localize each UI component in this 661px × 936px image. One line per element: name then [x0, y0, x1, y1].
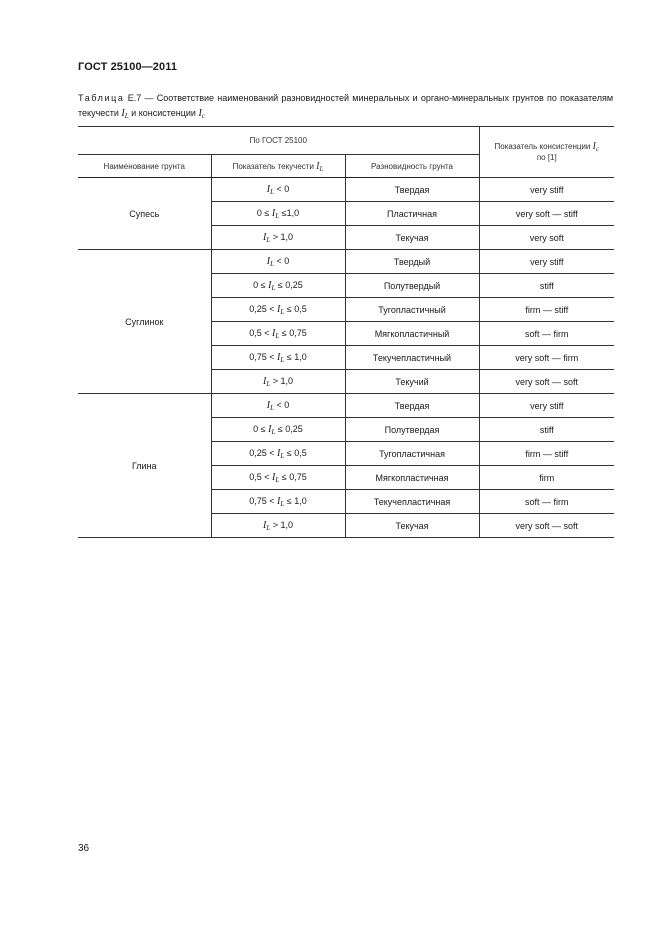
table-caption — [78, 91, 613, 121]
caption-text-1: Соответствие наименований разновидностей минеральных и органо-минеральных грунтов по показателям текучести — [78, 93, 614, 118]
liquidity-index-cell: $0 \le I_L \le 0,25$ — [211, 418, 345, 442]
soil-variety-cell: Тугопластичный — [345, 298, 479, 322]
soil-variety-cell: Твердая — [345, 178, 479, 202]
soil-consistency-table — [78, 126, 614, 538]
liquidity-index-cell: $0,75 < I_L \le 1,0$ — [211, 490, 345, 514]
header-liquidity-index: Показатель текучести $I_L$ — [211, 155, 345, 178]
soil-variety-cell: Текучепластичный — [345, 346, 479, 370]
consistency-cell: very soft — stiff — [479, 202, 614, 226]
liquidity-index-cell: $0,5 < I_L \le 0,75$ — [211, 322, 345, 346]
soil-variety-cell: Текучая — [345, 226, 479, 250]
liquidity-index-cell: $0 \le I_L \le 1,0$ — [211, 202, 345, 226]
soil-variety-cell: Мягкопластичный — [345, 322, 479, 346]
liquidity-index-cell: $I_L > 1,0$ — [211, 226, 345, 250]
soil-name-cell: Суглинок — [78, 250, 211, 394]
soil-variety-cell: Тугопластичная — [345, 442, 479, 466]
table-row — [78, 178, 614, 202]
soil-name-cell: Супесь — [78, 178, 211, 250]
liquidity-index-cell: $0,25 < I_L \le 0,5$ — [211, 298, 345, 322]
liquidity-index-cell: $I_L < 0$ — [211, 394, 345, 418]
liquidity-index-cell: $I_L > 1,0$ — [211, 370, 345, 394]
consistency-cell: very soft — firm — [479, 346, 614, 370]
consistency-cell: very stiff — [479, 250, 614, 274]
liquidity-index-cell: $0 \le I_L \le 0,25$ — [211, 274, 345, 298]
header-soil-name: Наименование грунта — [78, 155, 211, 178]
consistency-cell: very stiff — [479, 394, 614, 418]
caption-symbol-il: $I_L$ — [121, 108, 129, 120]
liquidity-index-cell: $I_L > 1,0$ — [211, 514, 345, 538]
soil-variety-cell: Текучая — [345, 514, 479, 538]
document-header: ГОСТ 25100—2011 — [78, 61, 178, 73]
consistency-cell: very soft — soft — [479, 370, 614, 394]
soil-variety-cell: Текучепластичная — [345, 490, 479, 514]
consistency-cell: firm — stiff — [479, 442, 614, 466]
soil-variety-cell: Полутвердый — [345, 274, 479, 298]
liquidity-index-cell: $I_L < 0$ — [211, 250, 345, 274]
soil-variety-cell: Твердая — [345, 394, 479, 418]
soil-name-cell: Глина — [78, 394, 211, 538]
soil-variety-cell: Текучий — [345, 370, 479, 394]
consistency-cell: soft — firm — [479, 490, 614, 514]
liquidity-index-cell: $0,25 < I_L \le 0,5$ — [211, 442, 345, 466]
header-soil-variety: Разновидность грунта — [345, 155, 479, 178]
consistency-cell: stiff — [479, 418, 614, 442]
consistency-cell: firm — [479, 466, 614, 490]
caption-label: Таблица — [78, 93, 125, 103]
consistency-cell: very soft — [479, 226, 614, 250]
liquidity-index-cell: $0,5 < I_L \le 0,75$ — [211, 466, 345, 490]
consistency-cell: soft — firm — [479, 322, 614, 346]
soil-variety-cell: Полутвердая — [345, 418, 479, 442]
liquidity-index-cell: $I_L < 0$ — [211, 178, 345, 202]
header-consistency: Показатель консистенции $I_c$ по [1] — [479, 127, 614, 178]
table-body — [78, 178, 614, 538]
soil-variety-cell: Пластичная — [345, 202, 479, 226]
header-gost-group: По ГОСТ 25100 — [78, 127, 479, 155]
table-row — [78, 394, 614, 418]
consistency-cell: stiff — [479, 274, 614, 298]
consistency-cell: very stiff — [479, 178, 614, 202]
soil-variety-cell: Мягкопластичная — [345, 466, 479, 490]
caption-symbol-ic: $I_c$ — [198, 108, 205, 120]
caption-text-2: и консистенции — [128, 108, 199, 118]
caption-number: Е.7 — — [124, 93, 157, 103]
page-number: 36 — [78, 843, 90, 854]
consistency-cell: very soft — soft — [479, 514, 614, 538]
soil-variety-cell: Твердый — [345, 250, 479, 274]
liquidity-index-cell: $0,75 < I_L \le 1,0$ — [211, 346, 345, 370]
table-row — [78, 250, 614, 274]
consistency-cell: firm — stiff — [479, 298, 614, 322]
